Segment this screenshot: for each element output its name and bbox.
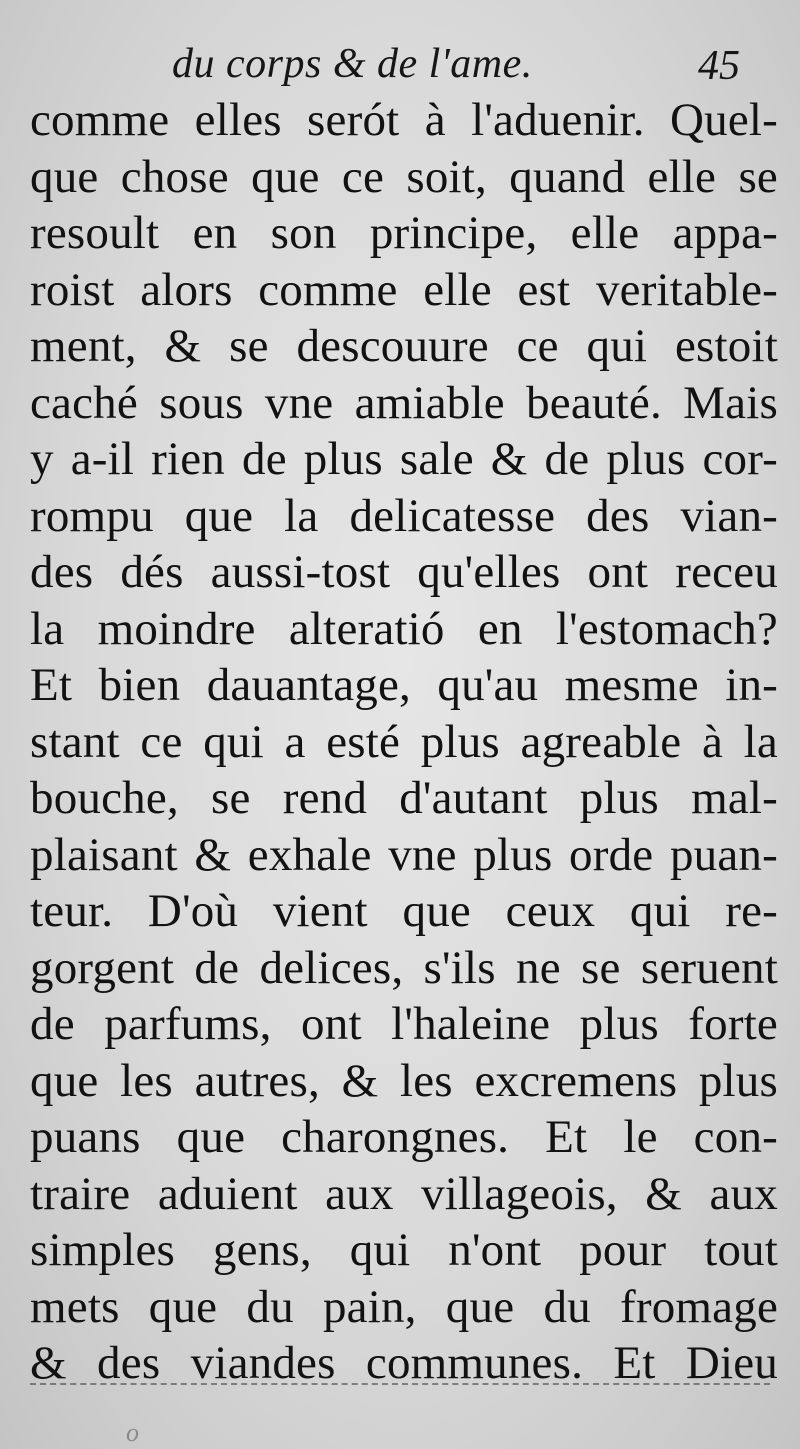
text-line: bouche, se rend d'autant plus mal- [30, 772, 778, 824]
text-line: plaisant & exhale vne plus orde puan- [30, 828, 778, 881]
text-line: roist alors comme elle est veritable- [30, 263, 778, 316]
text-line: comme elles serót à l'aduenir. Quel- [30, 94, 778, 146]
text-line: la moindre alteratió en l'estomach? [30, 602, 778, 655]
text-line: rompu que la delicatesse des vian- [30, 489, 778, 542]
text-line: de parfums, ont l'haleine plus forte [30, 998, 778, 1050]
text-line: simples gens, qui n'ont pour tout [30, 1224, 778, 1276]
running-title: du corps & de l'ame. [172, 41, 533, 87]
text-line: caché sous vne amiable beauté. Mais [30, 376, 778, 429]
text-line: traire aduient aux villageois, & aux [30, 1167, 778, 1220]
body-text [30, 92, 778, 1392]
text-line: gorgent de delices, s'ils ne se seruent [30, 941, 778, 994]
text-line: y a-il rien de plus sale & de plus cor- [30, 433, 778, 485]
underline-rule [30, 1383, 770, 1391]
text-line: ment, & se descouure ce qui estoit [30, 320, 778, 372]
text-line: que les autres, & les excremens plus [30, 1054, 778, 1107]
text-line: resoult en son principe, elle appa- [30, 207, 778, 259]
text-line: teur. D'où vient que ceux qui re- [30, 885, 778, 937]
text-line: & des viandes communes. Et Dieu [30, 1337, 778, 1389]
text-line: que chose que ce soit, quand elle se [30, 150, 778, 203]
page-number: 45 [698, 43, 740, 89]
text-line: Et bien dauantage, qu'au mesme in- [30, 659, 778, 711]
stray-ink-mark: o [126, 1418, 139, 1447]
text-line: mets que du pain, que du fromage [30, 1280, 778, 1333]
text-line: puans que charongnes. Et le con- [30, 1111, 778, 1163]
page-header [0, 30, 800, 100]
text-line: stant ce qui a esté plus agreable à la [30, 715, 778, 768]
text-line: des dés aussi-tost qu'elles ont receu [30, 546, 778, 598]
